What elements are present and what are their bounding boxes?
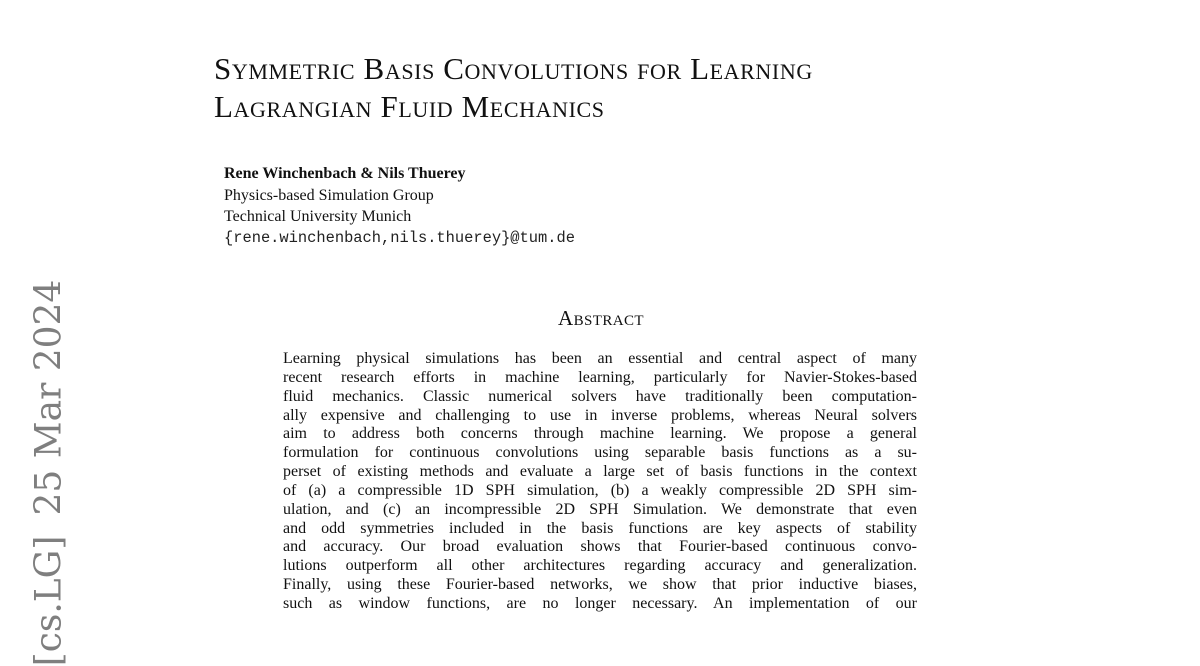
paper-title-line: Lagrangian Fluid Mechanics bbox=[214, 89, 605, 124]
abstract-line: formulation for continuous convolutions using separable basis functions as a su- bbox=[283, 444, 917, 462]
paper-title-line: Symmetric Basis Convolutions for Learning bbox=[214, 51, 813, 86]
abstract-line: such as window functions, are no longer necessary. An implementation of our bbox=[283, 594, 917, 612]
paper-title bbox=[214, 50, 813, 126]
abstract-line: fluid mechanics. Classic numerical solvers have traditionally been computation- bbox=[283, 387, 917, 405]
abstract-line: perset of existing methods and evaluate a large set of basis functions in the context bbox=[283, 463, 917, 481]
abstract-line: lutions outperform all other architectures regarding accuracy and generalization. bbox=[283, 557, 917, 575]
abstract-line: aim to address both concerns through machine learning. We propose a general bbox=[283, 425, 917, 443]
affiliation-line: Physics-based Simulation Group bbox=[224, 186, 434, 204]
abstract-line: ulation, and (c) an incompressible 2D SPH Simulation. We demonstrate that even bbox=[283, 500, 917, 518]
abstract-line: recent research efforts in machine learning, particularly for Navier-Stokes-based bbox=[283, 368, 917, 386]
abstract-line: Learning physical simulations has been an essential and central aspect of many bbox=[283, 350, 917, 367]
abstract-body bbox=[283, 350, 917, 614]
abstract-heading: Abstract bbox=[558, 306, 644, 330]
arxiv-side-stamp bbox=[29, 280, 70, 666]
author-names: Rene Winchenbach & Nils Thuerey bbox=[224, 165, 466, 182]
abstract-line: and odd symmetries included in the basis functions are key aspects of stability bbox=[283, 519, 917, 537]
author-email: {rene.winchenbach,nils.thuerey}@tum.de bbox=[224, 228, 575, 247]
arxiv-category: [cs.LG] bbox=[28, 535, 70, 666]
author-block bbox=[224, 163, 575, 249]
abstract-line: and accuracy. Our broad evaluation shows that Fourier-based continuous convo- bbox=[283, 538, 917, 556]
affiliation-line: Technical University Munich bbox=[224, 208, 412, 225]
abstract-line: ally expensive and challenging to use in inverse problems, whereas Neural solvers bbox=[283, 406, 917, 424]
abstract-line: of (a) a compressible 1D SPH simulation, (b) a weakly compressible 2D SPH sim- bbox=[283, 481, 917, 499]
arxiv-date: 25 Mar 2024 bbox=[28, 279, 70, 516]
abstract-line: Finally, using these Fourier-based networks, we show that prior inductive biases, bbox=[283, 576, 917, 594]
